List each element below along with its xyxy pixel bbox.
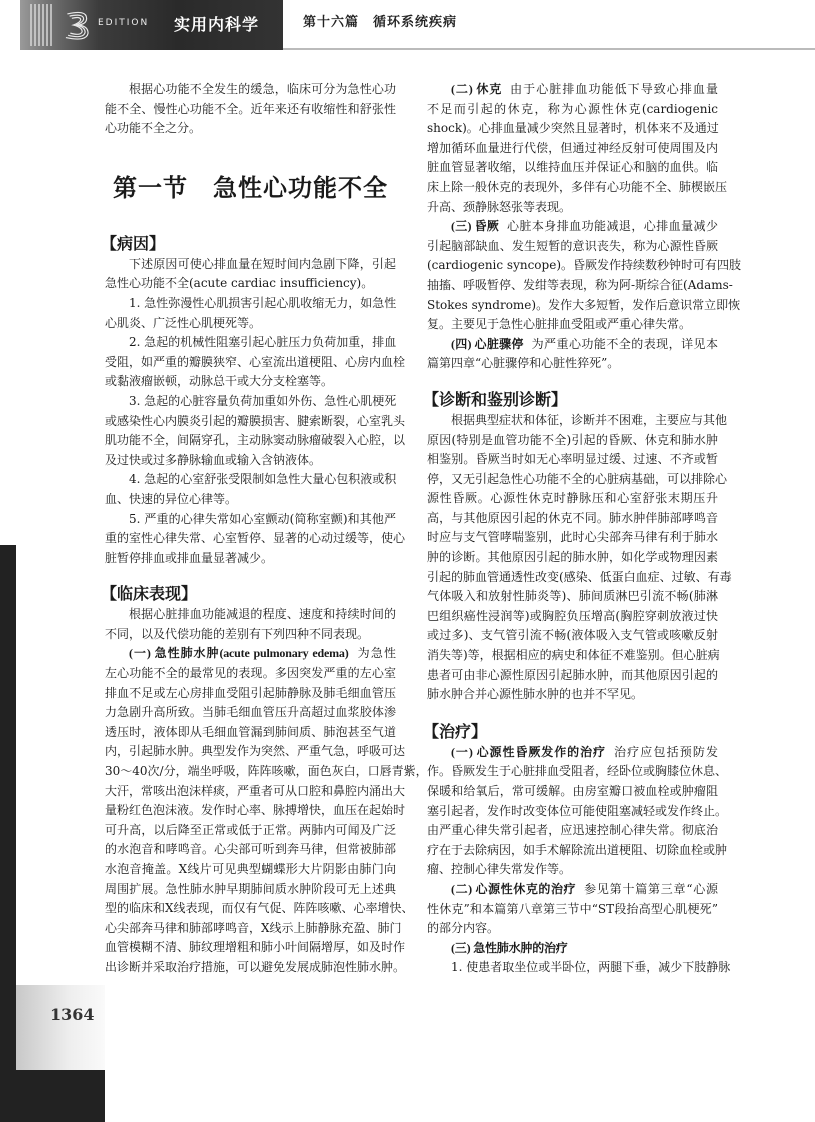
text-line: 的水泡音和哮鸣音。心尖部可听到奔马律，但常被肺部 bbox=[105, 842, 396, 857]
edition-3-logo-icon bbox=[60, 6, 94, 44]
paragraph-lead: (四) 心脏骤停 bbox=[451, 336, 524, 351]
text-line: 急性心功能不全(acute cardiac insufficiency)。 bbox=[105, 276, 374, 291]
paragraph bbox=[427, 80, 728, 217]
paragraph bbox=[427, 335, 718, 374]
text-line: 或黏液瘤嵌顿，动脉总干或大分支栓塞等。 bbox=[105, 374, 334, 389]
text-line: 瘤、控制心律失常发作等。 bbox=[427, 862, 572, 877]
text-line bbox=[427, 743, 718, 763]
text-line: 引起的肺血管通透性改变(感染、低蛋白血症、过敏、有毒 bbox=[427, 569, 732, 584]
scan-edge-shadow-bottom bbox=[0, 1070, 105, 1122]
text-line: 周围扩展。急性肺水肿早期肺间质水肿阶段可无上述典 bbox=[105, 881, 396, 896]
text-line: 3. 急起的心脏容量负荷加重如外伤、急性心肌梗死 bbox=[129, 393, 397, 408]
paragraph bbox=[427, 217, 741, 335]
line-text: 为急性 bbox=[356, 646, 396, 661]
text-line: 左心功能不全的最常见的表现。多因突发严重的左心室 bbox=[105, 666, 396, 681]
section-heading: 【治疗】 bbox=[423, 721, 488, 741]
text-line: 作。昏厥发生于心脏排血受阻者，经卧位或胸膝位休息、 bbox=[427, 764, 728, 779]
part-title: 第十六篇 循环系统疾病 bbox=[303, 15, 458, 30]
paragraph-lead: (二) 休克 bbox=[451, 82, 503, 96]
paragraph bbox=[427, 939, 718, 959]
book-title: 实用内科学 bbox=[174, 15, 260, 34]
text-line: 根据心脏排血功能减退的程度、速度和持续时间的 bbox=[129, 607, 396, 622]
text-line: 原因(特别是血管功能不全)引起的昏厥、休克和肺水肿 bbox=[427, 432, 718, 447]
text-line: 大汗，常咳出泡沫样痰，严重者可从口腔和鼻腔内涌出大 bbox=[105, 783, 406, 798]
paragraph bbox=[105, 294, 396, 333]
text-line: 停，又无引起急性心功能不全的心脏病基础，可以排除心 bbox=[427, 471, 728, 486]
text-line: 力急剧升高所致。当肺毛细血管压升高超过血浆胶体渗 bbox=[105, 705, 396, 720]
text-line: 出诊断并采取治疗措施，可以避免发展成肺泡性肺水肿。 bbox=[105, 959, 406, 974]
text-line: 下述原因可使心排血量在短时间内急剧下降，引起 bbox=[129, 256, 396, 271]
text-line: 能不全、慢性心功能不全。近年来还有收缩性和舒张性 bbox=[105, 101, 396, 116]
text-line: 2. 急起的机械性阻塞引起心脏压力负荷加重，排血 bbox=[129, 335, 397, 350]
header-divider bbox=[283, 48, 815, 50]
text-line bbox=[427, 335, 718, 355]
text-line: 型的临床和X线表现，而仅有气促、阵阵咳嗽、心率增快、 bbox=[105, 901, 414, 916]
text-line: 内，引起肺水肿。典型发作为突然、严重气急，呼吸可达 bbox=[105, 744, 406, 759]
text-line: 量粉红色泡沫液。发作时心率、脉搏增快，血压在起始时 bbox=[105, 803, 406, 818]
paragraph bbox=[105, 333, 406, 392]
paragraph bbox=[105, 605, 396, 644]
text-line: 或感染性心内膜炎引起的瓣膜损害、腱索断裂，心室乳头 bbox=[105, 413, 406, 428]
text-line bbox=[427, 939, 718, 959]
text-line: 4. 急起的心室舒张受限制如急性大量心包积液或积 bbox=[129, 472, 397, 487]
text-line: 受阻，如严重的瓣膜狭窄、心室流出道梗阻、心房内血栓 bbox=[105, 354, 406, 369]
edition-label: EDITION bbox=[98, 18, 150, 28]
text-line: 1. 急性弥漫性心肌损害引起心肌收缩无力，如急性 bbox=[129, 295, 397, 310]
text-line: 抽搐、呼吸暂停、发绀等表现，称为阿-斯综合征(Adams- bbox=[427, 277, 733, 292]
text-line: 肌功能不全，间隔穿孔，主动脉窦动脉瘤破裂入心腔，以 bbox=[105, 433, 406, 448]
line-text: 为严重心功能不全的表现，详见本 bbox=[531, 336, 718, 351]
paragraph-lead: (一) 急性肺水肿(acute pulmonary edema) bbox=[129, 646, 349, 661]
text-line: 不同，以及代偿功能的差别有下列四种不同表现。 bbox=[105, 626, 370, 641]
paragraph-lead: (三) 昏厥 bbox=[451, 219, 499, 234]
text-line: 升高、颈静脉怒张等表现。 bbox=[427, 199, 572, 214]
text-line: 根据典型症状和体征，诊断并不困难，主要应与其他 bbox=[451, 412, 728, 427]
text-line: 由严重心律失常引起者，应迅速控制心律失常。彻底治 bbox=[427, 823, 718, 838]
text-line bbox=[427, 80, 718, 100]
text-line: 不足而引起的休克，称为心源性休克(cardiogenic bbox=[427, 101, 718, 116]
paragraph bbox=[427, 958, 731, 978]
text-line: 30～40次/分，端坐呼吸，阵阵咳嗽，面色灰白，口唇青紫， bbox=[105, 764, 428, 779]
paragraph bbox=[427, 880, 718, 939]
text-line: 血管模糊不清、肺纹理增粗和肺小叶间隔增厚，如及时作 bbox=[105, 940, 406, 955]
section-heading: 【诊断和鉴别诊断】 bbox=[423, 389, 568, 409]
text-line: 患者可由非心源性原因引起肺水肿，而其他原因引起的 bbox=[427, 667, 718, 682]
text-line: 高，与其他原因引起的休克不同。肺水肿伴肺部哮鸣音 bbox=[427, 510, 718, 525]
text-line bbox=[427, 217, 718, 237]
text-line: 增加循环血量进行代偿，但通过神经反射可使周围及内 bbox=[427, 140, 718, 155]
paragraph bbox=[105, 510, 406, 569]
text-line: 疗在于去除病因，如手术解除流出道梗阻、切除血栓或肿 bbox=[427, 842, 728, 857]
text-line: 肺水肿合并心源性肺水肿的也并不罕见。 bbox=[427, 687, 644, 702]
left-column bbox=[101, 80, 428, 978]
page-number: 1364 bbox=[50, 1005, 95, 1024]
section-heading: 【临床表现】 bbox=[101, 584, 198, 604]
banner-decoration bbox=[30, 4, 52, 46]
paragraph bbox=[427, 411, 732, 705]
line-text: 由于心脏排血功能低下导致心排血量 bbox=[510, 82, 718, 96]
text-line: 心功能不全之分。 bbox=[105, 121, 202, 136]
text-line: (cardiogenic syncope)。昏厥发作持续数秒钟时可有四肢 bbox=[427, 258, 741, 273]
paragraph bbox=[105, 644, 428, 977]
paragraph bbox=[105, 255, 396, 294]
text-line: 5. 严重的心律失常如心室颤动(简称室颤)和其他严 bbox=[129, 511, 396, 526]
text-line: 根据心功能不全发生的缓急，临床可分为急性心功 bbox=[129, 82, 396, 96]
line-text: 参见第十篇第三章“心源 bbox=[584, 881, 719, 896]
page-number-tab bbox=[16, 985, 105, 1070]
section-heading: 【病因】 bbox=[101, 233, 166, 253]
paragraph bbox=[105, 470, 396, 509]
scan-edge-shadow bbox=[0, 545, 16, 1122]
text-line: 时应与支气管哮喘鉴别，此时心尖部奔马律有利于肺水 bbox=[427, 530, 718, 545]
text-line: 消失等)等，根据相应的病史和体征不难鉴别。但心脏病 bbox=[427, 648, 720, 663]
paragraph bbox=[427, 743, 728, 880]
paragraph bbox=[105, 80, 396, 139]
text-line: 血、快速的异位心律等。 bbox=[105, 491, 238, 506]
text-line: 肿的诊断。其他原因引起的肺水肿，如化学或物理因素 bbox=[427, 550, 718, 565]
line-text: 治疗应包括预防发 bbox=[614, 744, 718, 759]
text-line: 塞引起者，发作时改变体位可能使阻塞减轻或发作终止。 bbox=[427, 803, 728, 818]
text-line: 床上除一般休克的表现外，多伴有心功能不全、肺楔嵌压 bbox=[427, 179, 728, 194]
right-column bbox=[423, 80, 741, 978]
text-line: 可升高，以后降至正常或低于正常。两肺内可闻及广泛 bbox=[105, 822, 396, 837]
text-line: 水泡音掩盖。X线片可见典型蝴蝶形大片阴影由肺门向 bbox=[105, 862, 396, 876]
paragraph bbox=[105, 392, 406, 470]
paragraph-lead: (三) 急性肺水肿的治疗 bbox=[451, 940, 568, 955]
text-line: 的部分内容。 bbox=[427, 921, 500, 936]
text-line: 性休克”和本篇第八章第三节中“ST段抬高型心肌梗死” bbox=[427, 901, 718, 916]
text-line: 气体吸入和放射性肺炎等)、肺间质淋巴引流不畅(肺淋 bbox=[427, 589, 718, 604]
text-line: 引起脑部缺血、发生短暂的意识丧失，称为心源性昏厥 bbox=[427, 238, 718, 253]
text-line: 脏暂停排血或排血量显著减少。 bbox=[105, 550, 274, 565]
text-line: 心肌炎、广泛性心肌梗死等。 bbox=[105, 315, 262, 330]
section-title: 第一节 急性心功能不全 bbox=[113, 172, 388, 202]
text-line: Stokes syndrome)。发作大多短暂，发作后意识常立即恢 bbox=[427, 297, 741, 312]
paragraph-lead: (一) 心源性昏厥发作的治疗 bbox=[451, 744, 607, 759]
text-line: 脏血管显著收缩，以维持血压并保证心和脑的血供。临 bbox=[427, 160, 718, 175]
text-line: 重的室性心律失常、心室暂停、显著的心动过缓等，使心 bbox=[105, 531, 406, 546]
text-line: shock)。心排血量减少突然且显著时，机体来不及通过 bbox=[427, 121, 719, 136]
text-line: 1. 使患者取坐位或半卧位，两腿下垂，减少下肢静脉 bbox=[451, 960, 731, 975]
text-line: 排血不足或左心房排血受阻引起肺静脉及肺毛细血管压 bbox=[105, 685, 396, 700]
text-line: 相鉴别。昏厥当时如无心率明显过缓、过速、不齐或暂 bbox=[427, 452, 718, 467]
text-line: 复。主要见于急性心脏排血受阻或严重心律失常。 bbox=[427, 317, 692, 332]
text-line: 源性昏厥。心源性休克时静脉压和心室舒张末期压升 bbox=[427, 491, 718, 506]
text-line: 篇第四章“心脏骤停和心脏性猝死”。 bbox=[427, 356, 620, 371]
text-line bbox=[105, 644, 396, 664]
text-line: 或过多)、支气管引流不畅(液体吸入支气管或咳嗽反射 bbox=[427, 628, 718, 643]
paragraph-lead: (二) 心源性休克的治疗 bbox=[451, 881, 577, 896]
text-line bbox=[427, 880, 718, 900]
text-line: 保暖和给氧后，常可缓解。由房室瓣口被血栓或肿瘤阻 bbox=[427, 784, 718, 798]
text-line: 及过快或过多静脉输血或输入含钠液体。 bbox=[105, 452, 322, 467]
header-banner bbox=[20, 0, 283, 50]
text-line: 心尖部奔马律和肺部哮鸣音，X线示上肺静脉充盈、肺门 bbox=[105, 920, 402, 935]
text-line: 巴组织癌性浸润等)或胸腔负压增高(胸腔穿刺放液过快 bbox=[427, 608, 718, 623]
text-line: 透压时，液体即从毛细血管漏到肺间质、肺泡甚至气道 bbox=[105, 724, 396, 739]
line-text: 心脏本身排血功能减退，心排血量减少 bbox=[506, 219, 718, 234]
